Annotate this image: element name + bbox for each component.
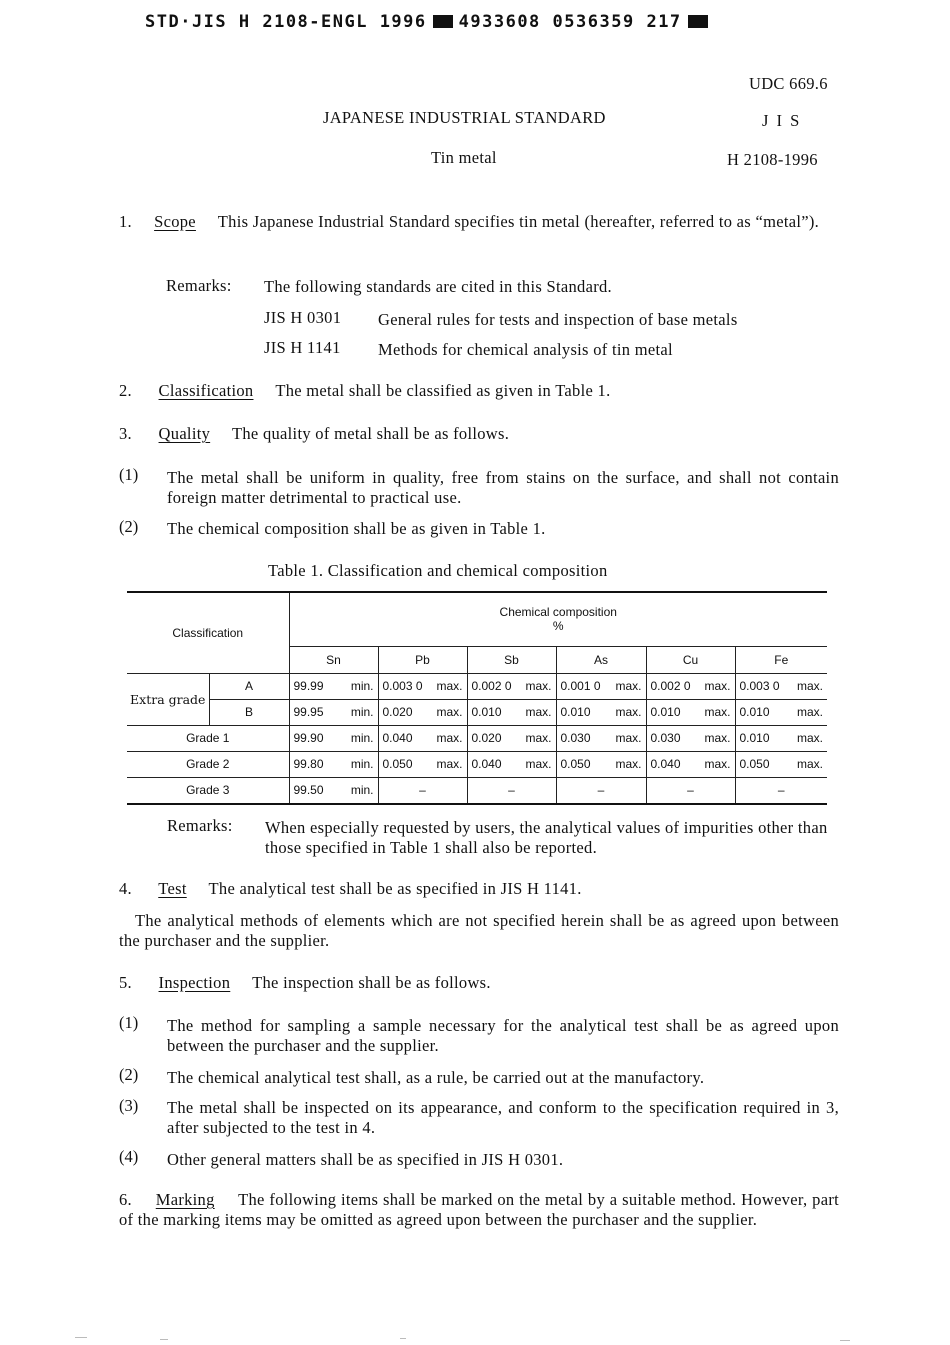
cell-limit: max. (436, 731, 463, 745)
block-mark (688, 15, 708, 28)
cell-value: 0.040 (650, 757, 681, 771)
section-text: The metal shall be classified as given in Table 1. (275, 381, 611, 400)
scan-speck (160, 1339, 168, 1340)
header-code-2: 0536359 (552, 12, 635, 32)
header-code-1: 4933608 (458, 12, 541, 32)
reference-title: Methods for chemical analysis of tin metal (378, 340, 673, 359)
cell-value: 0.050 (382, 757, 413, 771)
cell-limit: max. (615, 757, 642, 771)
cell-value: 0.010 (471, 705, 502, 719)
remarks-text: When especially requested by users, the analytical values of impurities other than those specified in Table 1 shall also be reported. (265, 818, 828, 857)
table-row (127, 699, 827, 725)
section-number: 6. (119, 1190, 132, 1209)
list-number: (3) (119, 1096, 139, 1115)
cell-value: 0.030 (560, 731, 591, 745)
cell-limit: max. (796, 731, 823, 745)
cell-limit: max. (796, 757, 823, 771)
cell-value: 99.95 (293, 705, 324, 719)
header-line (145, 12, 714, 32)
remarks-text: The following standards are cited in this Standard. (264, 277, 612, 296)
cell-limit: max. (525, 679, 552, 693)
cell-limit: max. (615, 731, 642, 745)
list-item: The method for sampling a sample necessary for the analytical test shall be as agreed upon between the purchaser and the supplier. (167, 1016, 839, 1055)
element-header: Sb (467, 646, 556, 673)
cell-value: 0.002 0 (471, 679, 512, 693)
row-label: Grade 2 (127, 751, 289, 777)
remarks-label: Remarks: (167, 816, 233, 835)
cell-value: 0.003 0 (739, 679, 780, 693)
udc-number: UDC 669.6 (749, 74, 828, 93)
table-caption: Table 1. Classification and chemical composition (268, 561, 608, 580)
section-number: 1. (119, 212, 132, 231)
document-title: Tin metal (431, 148, 497, 167)
cell-limit: max. (436, 679, 463, 693)
list-item: Other general matters shall be as specified in JIS H 0301. (167, 1150, 564, 1169)
row-label: B (209, 699, 289, 725)
section-heading: Classification (158, 381, 254, 400)
row-label: A (209, 673, 289, 699)
cell-value: 0.030 (650, 731, 681, 745)
cell-limit: max. (796, 679, 823, 693)
chemical-composition-header (289, 592, 827, 646)
section-heading: Marking (155, 1190, 215, 1209)
cell-limit: min. (350, 705, 374, 719)
section-number: 3. (119, 424, 132, 443)
classification-header: Classification (127, 592, 289, 673)
element-header: Pb (378, 646, 467, 673)
scan-speck (75, 1337, 87, 1338)
cell-value: 0.003 0 (382, 679, 423, 693)
remarks-label: Remarks: (166, 276, 232, 295)
section-text: The analytical test shall be as specified in JIS H 1141. (208, 879, 582, 898)
element-header: Sn (289, 646, 378, 673)
section-number: 4. (119, 879, 132, 898)
reference-code: JIS H 1141 (264, 338, 341, 357)
cell-limit: max. (436, 757, 463, 771)
list-number: (4) (119, 1147, 139, 1166)
cell-limit: min. (350, 731, 374, 745)
cell-limit: max. (436, 705, 463, 719)
reference-title: General rules for tests and inspection of base metals (378, 310, 738, 329)
list-item: The chemical analytical test shall, as a rule, be carried out at the manufactory. (167, 1068, 705, 1087)
header-std-code: STD·JIS H 2108-ENGL 1996 (145, 12, 427, 32)
section-text: The quality of metal shall be as follows. (231, 424, 510, 443)
cell-value: 0.001 0 (560, 679, 601, 693)
cell-dash: – (467, 777, 556, 804)
list-number: (1) (119, 1013, 139, 1032)
cell-limit: max. (525, 705, 552, 719)
chem-header-label: Chemical composition (499, 605, 617, 620)
cell-value: 0.020 (382, 705, 413, 719)
cell-limit: max. (615, 705, 642, 719)
list-item: The metal shall be inspected on its appearance, and conform to the specification required in 3, after subjected to the test in 4. (167, 1098, 839, 1137)
cell-dash: – (646, 777, 735, 804)
cell-value: 0.010 (560, 705, 591, 719)
element-header: Fe (735, 646, 827, 673)
table-row (127, 751, 827, 777)
cell-dash: – (735, 777, 827, 804)
cell-limit: max. (796, 705, 823, 719)
cell-limit: max. (704, 705, 731, 719)
chem-header-unit: % (552, 619, 564, 634)
cell-value: 0.010 (650, 705, 681, 719)
section-inspection (119, 973, 491, 993)
section-heading: Test (158, 879, 187, 898)
cell-value: 0.040 (471, 757, 502, 771)
table-row (127, 777, 827, 804)
extra-grade-label: Extra grade (127, 673, 209, 725)
scan-speck (400, 1338, 406, 1339)
block-mark (433, 15, 453, 28)
section-number: 2. (119, 381, 132, 400)
cell-limit: max. (615, 679, 642, 693)
reference-code: JIS H 0301 (264, 308, 342, 327)
list-item: The metal shall be uniform in quality, free from stains on the surface, and shall not contain foreign matter detrimental to practical use. (167, 468, 839, 507)
document-number: H 2108-1996 (727, 150, 818, 169)
section-text: The inspection shall be as follows. (252, 973, 491, 992)
cell-limit: max. (525, 757, 552, 771)
cell-value: 99.90 (293, 731, 324, 745)
section-text: The following items shall be marked on the metal by a suitable method. However, part of the marking items may be omitted as agreed upon between the purchaser and the supplier. (119, 1190, 840, 1229)
section-marking (119, 1190, 839, 1230)
list-number: (2) (119, 517, 139, 536)
section-heading: Inspection (158, 973, 231, 992)
section-number: 5. (119, 973, 132, 992)
cell-value: 0.040 (382, 731, 413, 745)
row-label: Grade 1 (127, 725, 289, 751)
cell-value: 0.002 0 (650, 679, 691, 693)
cell-limit: max. (704, 731, 731, 745)
row-label: Grade 3 (127, 777, 289, 804)
scan-speck (840, 1340, 850, 1341)
cell-limit: min. (350, 757, 374, 771)
cell-value: 0.050 (560, 757, 591, 771)
cell-value: 0.050 (739, 757, 770, 771)
section-scope (119, 212, 839, 232)
cell-dash: – (378, 777, 467, 804)
cell-limit: min. (350, 783, 374, 797)
section-text: This Japanese Industrial Standard specifies tin metal (hereafter, referred to as “metal”). (217, 212, 820, 231)
cell-limit: max. (525, 731, 552, 745)
table-row (127, 725, 827, 751)
cell-limit: max. (704, 679, 731, 693)
header-code-3: 217 (646, 12, 682, 32)
section-test (119, 879, 582, 899)
list-item: The chemical composition shall be as given in Table 1. (167, 519, 546, 538)
section-heading: Quality (158, 424, 211, 443)
cell-value: 99.50 (293, 783, 324, 797)
cell-limit: max. (704, 757, 731, 771)
section-heading: Scope (154, 212, 196, 231)
standard-title: JAPANESE INDUSTRIAL STANDARD (323, 108, 606, 127)
cell-value: 0.010 (739, 731, 770, 745)
cell-value: 0.010 (739, 705, 770, 719)
element-header: As (556, 646, 646, 673)
cell-limit: min. (350, 679, 374, 693)
cell-value: 99.99 (293, 679, 324, 693)
jis-mark: J I S (762, 111, 802, 130)
cell-dash: – (556, 777, 646, 804)
cell-value: 0.020 (471, 731, 502, 745)
list-number: (1) (119, 465, 139, 484)
composition-table (127, 591, 827, 805)
section-paragraph: The analytical methods of elements which are not specified herein shall be as agreed upon between the purchaser and the supplier. (119, 911, 839, 950)
list-number: (2) (119, 1065, 139, 1084)
cell-value: 99.80 (293, 757, 324, 771)
element-header: Cu (646, 646, 735, 673)
section-classification (119, 381, 611, 401)
table-row (127, 673, 827, 699)
section-quality (119, 424, 509, 444)
